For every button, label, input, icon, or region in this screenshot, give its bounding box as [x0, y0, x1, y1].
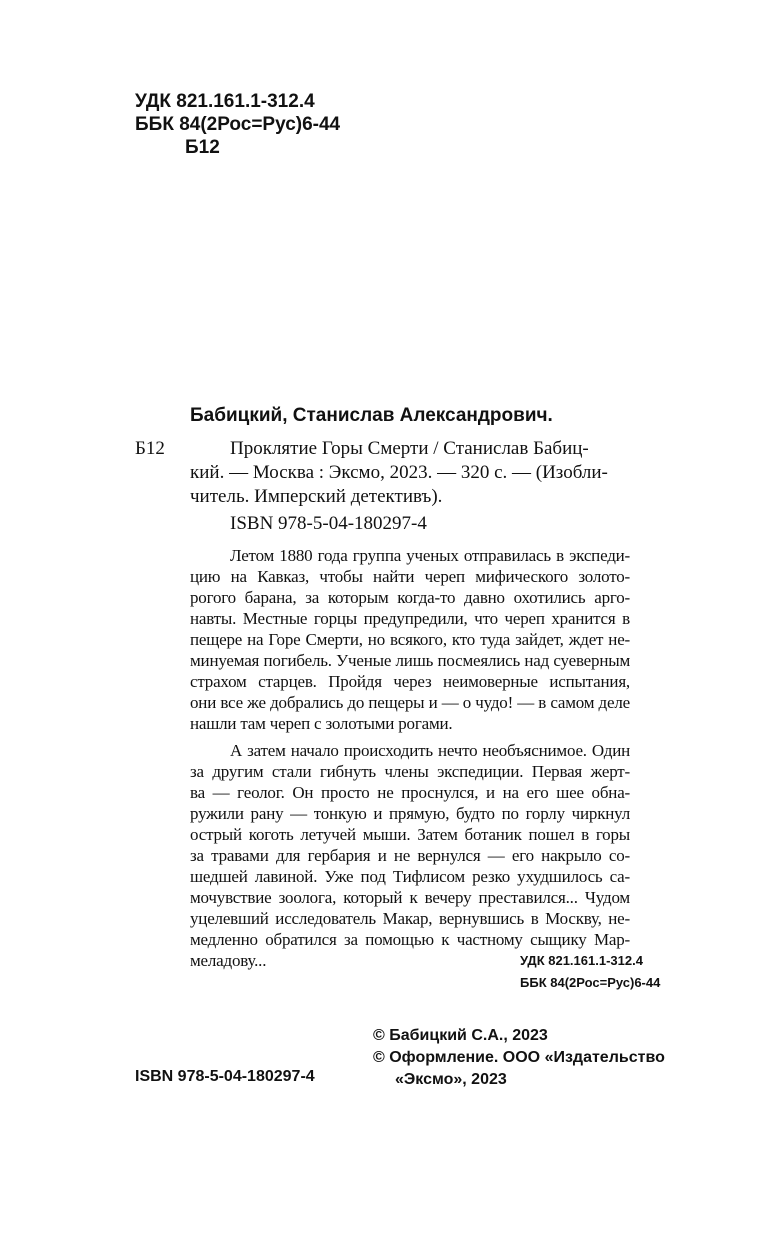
footer-isbn: ISBN 978-5-04-180297-4	[135, 1068, 315, 1085]
annotation-line: А затем начало происходить нечто необъяснимое. Один	[230, 741, 630, 760]
biblio-line: Проклятие Горы Смерти / Станислав Бабиц-	[230, 438, 589, 459]
bbk-code: ББК 84(2Рос=Рус)6-44	[135, 114, 341, 135]
author-mark: Б12	[185, 137, 220, 158]
biblio-line: читель. Имперский детективъ).	[190, 486, 443, 507]
annotation-line: острый коготь летучей мыши. Затем ботаник пошел в горы	[190, 825, 630, 844]
annotation-line: они все же добрались до пещеры и — о чудо! — в самом деле	[190, 693, 630, 712]
annotation-line: нашли там череп с золотыми рогами.	[190, 714, 453, 733]
annotation-line: пещере на Горе Смерти, но всякого, кто туда зайдет, ждет не-	[190, 630, 630, 649]
udk-code: УДК 821.161.1-312.4	[135, 91, 315, 112]
bbk-code: ББК 84(2Рос=Рус)6-44	[520, 975, 661, 990]
annotation-line: меладову...	[190, 951, 267, 970]
author-name: Бабицкий, Станислав Александрович.	[190, 405, 553, 426]
udk-code: УДК 821.161.1-312.4	[520, 953, 643, 968]
isbn: ISBN 978-5-04-180297-4	[230, 513, 427, 534]
annotation	[190, 545, 630, 971]
annotation-line: шедшей лавиной. Уже под Тифлисом резко ухудшилось са-	[190, 867, 630, 886]
copyright-design-cont: «Эксмо», 2023	[395, 1071, 507, 1088]
annotation-line: за другим стали гибнуть члены экспедиции. Первая жерт-	[190, 762, 630, 781]
header-classification-codes	[135, 90, 340, 159]
annotation-line: ружили рану — тонкую и прямую, будто по горлу чиркнул	[190, 804, 630, 823]
annotation-line: Летом 1880 года группа ученых отправилась в экспеди-	[230, 546, 630, 565]
annotation-line: мочувствие зоолога, который к вечеру преставился... Чудом	[190, 888, 630, 907]
annotation-line: навты. Местные горцы предупредили, что череп хранится в	[190, 609, 630, 628]
annotation-line: за травами для гербария и не вернулся — его накрыло со-	[190, 846, 630, 865]
annotation-line: медленно обратился за помощью к частному сыщику Мар-	[190, 930, 630, 949]
bibliographic-description	[190, 437, 630, 509]
annotation-line: цию на Кавказ, чтобы найти череп мифического золото-	[190, 567, 630, 586]
annotation-line: страхом старцев. Пройдя через неимоверные испытания,	[190, 672, 630, 691]
annotation-paragraph-1	[190, 545, 630, 734]
catalog-code: Б12	[135, 438, 165, 459]
copyright-design: © Оформление. ООО «Издательство	[373, 1049, 665, 1066]
annotation-line: минуемая погибель. Ученые лишь посмеялись над суеверным	[190, 651, 630, 670]
annotation-line: рогого барана, за которым когда-то давно охотились арго-	[190, 588, 630, 607]
copyright-author: © Бабицкий С.А., 2023	[373, 1027, 548, 1044]
annotation-line: уцелевший исследователь Макар, вернувшись в Москву, не-	[190, 909, 630, 928]
annotation-paragraph-2	[190, 740, 630, 971]
footer-classification-codes	[520, 950, 660, 994]
copyright-block	[373, 1025, 665, 1091]
annotation-line: ва — геолог. Он просто не проснулся, и на его шее обна-	[190, 783, 630, 802]
biblio-line: кий. — Москва : Эксмо, 2023. — 320 с. — (Изобли-	[190, 462, 608, 483]
